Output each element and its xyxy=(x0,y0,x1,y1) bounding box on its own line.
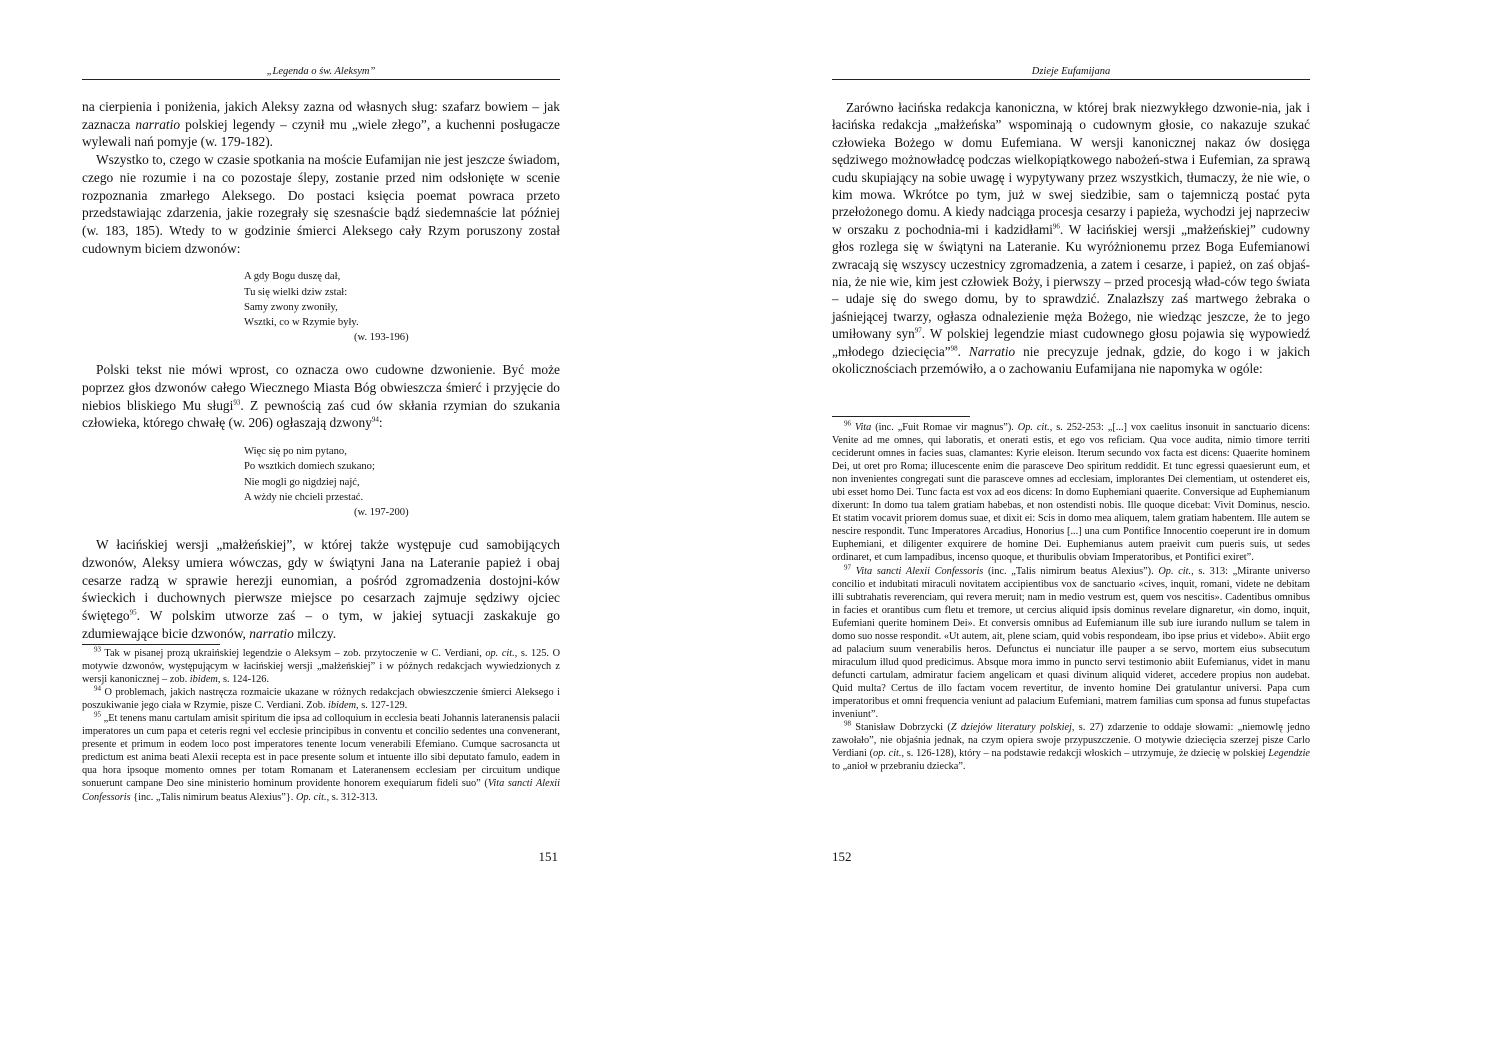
verse-line: A gdy Bogu duszę dał, xyxy=(244,271,341,283)
main-text xyxy=(832,99,1310,378)
verse-reference: (w. 193-196) xyxy=(354,332,409,344)
verse-quote xyxy=(82,444,560,520)
footnote: $^{97}$ Vita sancti Alexii Confessoris (inc. „Talis nimirum beatus Alexius”). Op. cit., s. 313: „Mirante universo concilio et indubitati miraculi novitatem accipientibus vox de sanctuario «cives, inquit, romani, videte ne debitam illi subtrahatis reverenciam, qui revera meruit; nam in medio vestrum est, quem vos nescitis». Cadentibus omnibus in facies et orantibus cum fletu et tremore, ut cercius aliquid ipsis dominus revelare dignaretur, «in domo, inquit, Eufemiani querite hominem Dei». Et conversis omnibus ad Eufemianum ille sub iure iurando nullum se talem in domo suo nosse respondit. «Ut autem, ait, plene sciam, quid vobis respondeam, ibo ipse prius et videbo». Abiit ergo ad palacium suum venerabilis heros. Defunctus ei nunciatur ille pauper a se servo, mortem eius subsecutum miraculum illud quod predicimus. Absque mora immo in puncto servi testimonio abiit Eufemianus, videt in manu defuncti cartulam, admiratur faciem angelicam et quasi divinum aliquid videret, accedere propius non audebat. Quid multa? Certus de illo factam vocem revertitur, de invento homine Dei gratulantur universi. Papa cum imperatoribus et omni frequencia veniunt ad palacium Eufemiani, matrem familias cum sponsa ad funus stupefactas inveniunt”. xyxy=(832,563,1310,721)
verse-reference: (w. 197-200) xyxy=(354,506,409,518)
body-paragraph: Wszystko to, czego w czasie spotkania na moście Eufamijan nie jest jeszcze świadom, czego nie rozumie i na co pozostaje ślepy, zostanie przed nim odsłonięte w scenie rozpoznania zmarłego Aleksego. Do postaci księcia poemat powraca przeto przedstawiając zdarzenia, jakie rozegrały się szesnaście bądź siedemnaście lat później (w. 183, 185). Wtedy to w godzinie śmierci Aleksego cały Rzym poruszony został cudownym biciem dzwonów: xyxy=(82,152,560,256)
verse-line: A wżdy nie chcieli przestać. xyxy=(244,491,364,503)
right-page xyxy=(832,0,1310,1059)
verse-line: Samy zwony zwoniły, xyxy=(244,301,338,313)
verse-line: Więc się po nim pytano, xyxy=(244,446,347,458)
footnote: $^{98}$ Stanisław Dobrzycki (Z dziejów literatury polskiej, s. 27) zdarzenie to oddaje słowami: „niemowlę jedno zawołało”, nie objaśnia jednak, na czym opiera swoje przypuszczenie. O motywie dziecięcia szerzej pisze Carlo Verdiani (op. cit., s. 126-128), który – na podstawie redakcji włoskich – utrzymuje, że dziecię w polskiej Legendzie to „anioł w przebraniu dziecka”. xyxy=(832,719,1311,773)
body-paragraph: Polski tekst nie mówi wprost, co oznacza owo cudowne dzwonienie. Być może poprzez głos dzwonów całego Wiecznego Miasta Bóg obwieszcza śmierć i przyjęcie do niebios bliskiego Mu sługi$^{93}$. Z pewnością zaś cud ów skłania rzymian do szukania człowieka, którego chwałę (w. 206) ogłaszają dzwony$^{94}$: xyxy=(82,362,561,431)
footnotes xyxy=(82,647,560,804)
left-page xyxy=(82,0,560,1059)
running-head: „Legenda o św. Aleksym” xyxy=(266,66,376,77)
page-number: 152 xyxy=(832,849,852,864)
footnote-rule xyxy=(832,416,970,417)
main-text xyxy=(82,98,560,642)
footnote: $^{96}$ Vita (inc. „Fuit Romae vir magnus”). Op. cit., s. 252-253: „[...] vox caelitus insonuit in sanctuario dicens: Venite ad me omnes, qui laboratis, et onerati estis, et ego vos reficiam. Qua voce audita, nimio timore territi ceciderunt omnes in facies suas, clamantes: Kyrie eleison. Iterum secundo vox facta est dicens: Quaerite hominem Dei, ut oret pro Roma; illucescente enim die parasceve Deo spiritum reddidit. Et tunc egressi quaesierunt eum, et non invenientes congregati sunt die parasceve omnes ad ecclesiam, implorantes Dei clementiam, ut ostenderet eis, ubi esset homo Dei. Tunc facta est vox ad eos dicens: In domo Euphemiani quaerite. Conversique ad Euphemianum dixerunt: In domo tua talem gratiam habebas, et non ostendisti nobis. Ille quoque dicebat: Vivit Dominus, nescio. Et statim vocavit priorem domus suae, et dixit ei: Scis in domo mea aliquem, talem gratiam habentem. Ille autem se nescire respondit. Tunc Imperatores Arcadius, Honorius [...] una cum Pontifice Innocentio coeperunt ire in domum Euphemiani, et diligenter exquirere de homine Dei. Euphemianus autem praeivit cum pueris suis, ut sedes ordinaret, et cum lampadibus, incenso quoque, et thuribulis obviam Imperatoribus, et Pontifici exiret”. xyxy=(832,419,1311,564)
verse-line: Po wsztkich domiech szukano; xyxy=(244,461,375,473)
running-head: Dzieje Eufamijana xyxy=(1031,66,1111,77)
verse-line: Nie mogli go nigdziej najć, xyxy=(244,476,360,488)
verse-quote xyxy=(82,269,560,345)
verse-line: Tu się wielki dziw zstał: xyxy=(244,286,348,298)
body-paragraph: W łacińskiej wersji „małżeńskiej”, w której także występuje cud samobijących dzwonów, Aleksy umiera wówczas, gdy w świątyni Jana na Lateranie papież i obaj cesarze radzą w sprawie herezji eunomian, a pośród zgromadzenia dostojni-ków świeckich i duchownych pierwsze miejsce po cesarzach zajmuje sędziwy ojciec świętego$^{95}$. W polskim utworze zaś – o tym, w jakiej sytuacji zaskakuje go zdumiewające bicie dzwonów, narratio milczy. xyxy=(82,537,560,641)
footnotes xyxy=(832,421,1310,773)
footnote-rule xyxy=(82,644,220,645)
footnote: $^{93}$ Tak w pisanej prozą ukraińskiej legendzie o Aleksym – zob. przytoczenie w C. Verdiani, op. cit., s. 125. O motywie dzwonów, występującym w łacińskiej wersji „małżeńskiej” i w późnych redakcjach wywiedzionych z wersji kanonicznej – zob. ibidem, s. 124-126. xyxy=(82,645,560,686)
page-number: 151 xyxy=(538,849,558,864)
body-paragraph: Zarówno łacińska redakcja kanoniczna, w której brak niezwykłego dzwonie-nia, jak i łacińska redakcja „małżeńska” wspominają o cudownym głosie, co nakazuje szukać człowieka Bożego w domu Eufemiana. W wersji kanonicznej nakaz ów dosięga sędziwego możnowładcę podczas wielkopiątkowego nabożeń-stwa i Eufemian, za sprawą cudu skupiający na sobie uwagę i wypytywany przez wszystkich, tłumaczy, że nie wie, o kim mowa. Wkrótce po tym, już w swej siedzibie, sam o tajemniczą postać pyta przełożonego domu. A kiedy nadciąga procesja cesarzy i papieża, wychodzi jej naprzeciw w orszaku z pochodnia-mi i kadzidłami$^{96}$. W łacińskiej wersji „małżeńskiej” cudowny głos rozlega się w świątyni na Lateranie. Ku wyróżnionemu przez Boga Eufemianowi zwracają się wszyscy uczestnicy zgromadzenia, a zatem i cesarze, i papież, on zaś objaś-nia, że nie wie, kim jest człowiek Boży, i pierwszy – przed procesją wład-ców tego świata – udaje się do swego domu, by to sprawdzić. Znalazłszy zaś martwego żebraka o jaśniejącej twarzy, ogłasza odnalezienie męża Bożego, nie wiedząc jeszcze, że to jego umiłowany syn$^{97}$. W polskiej legendzie miast cudownego głosu pojawia się wypowiedź „młodego dziecięcia”$^{98}$. Narratio nie precyzuje jednak, gdzie, do kogo i w jakich okolicznościach przemówiło, a o zachowaniu Eufamijana nie napomyka w ogóle: xyxy=(832,100,1310,377)
footnote: $^{95}$ „Et tenens manu cartulam amisit spiritum die ipsa ad colloquium in ecclesia beati Johannis lateranensis palacii imperatores un cum papa et ceteris regni vel ecclesie principibus in conventu et concilio sedentes una convenerant, presente et primum in eodem loco post imperatores tenente locum venerabili Efemiano. Cumque sacrosancta ut predictum est anima beati Alexii recepta est in pace presente solum et intuente illo sibi deputato famulo, eadem in qua hora ipsoque momento omnes per totam Romanam et Lateranensem ecclesiam per circuitum undique sonuerunt campane Deo sine ministerio hominum providente honorem exequiarum fideli suo” (Vita sancti Alexii Confessoris {inc. „Talis nimirum beatus Alexius”}. Op. cit., s. 312-313. xyxy=(82,710,560,803)
header-rule xyxy=(832,79,1310,80)
header-rule xyxy=(82,79,560,80)
body-paragraph: na cierpienia i poniżenia, jakich Aleksy zazna od własnych sług: szafarz bowiem – jak zaznacza narratio polskiej legendy – czynił mu „wiele złego”, a kuchenni posługacze wylewali nań pomyje (w. 179-182). xyxy=(82,99,560,150)
verse-line: Wsztki, co w Rzymie były. xyxy=(244,316,359,328)
footnote: $^{94}$ O problemach, jakich nastręcza rozmaicie ukazane w różnych redakcjach obwieszczenie śmierci Aleksego i poszukiwanie jego ciała w Rzymie, pisze C. Verdiani. Zob. ibidem, s. 127-129. xyxy=(82,684,560,712)
